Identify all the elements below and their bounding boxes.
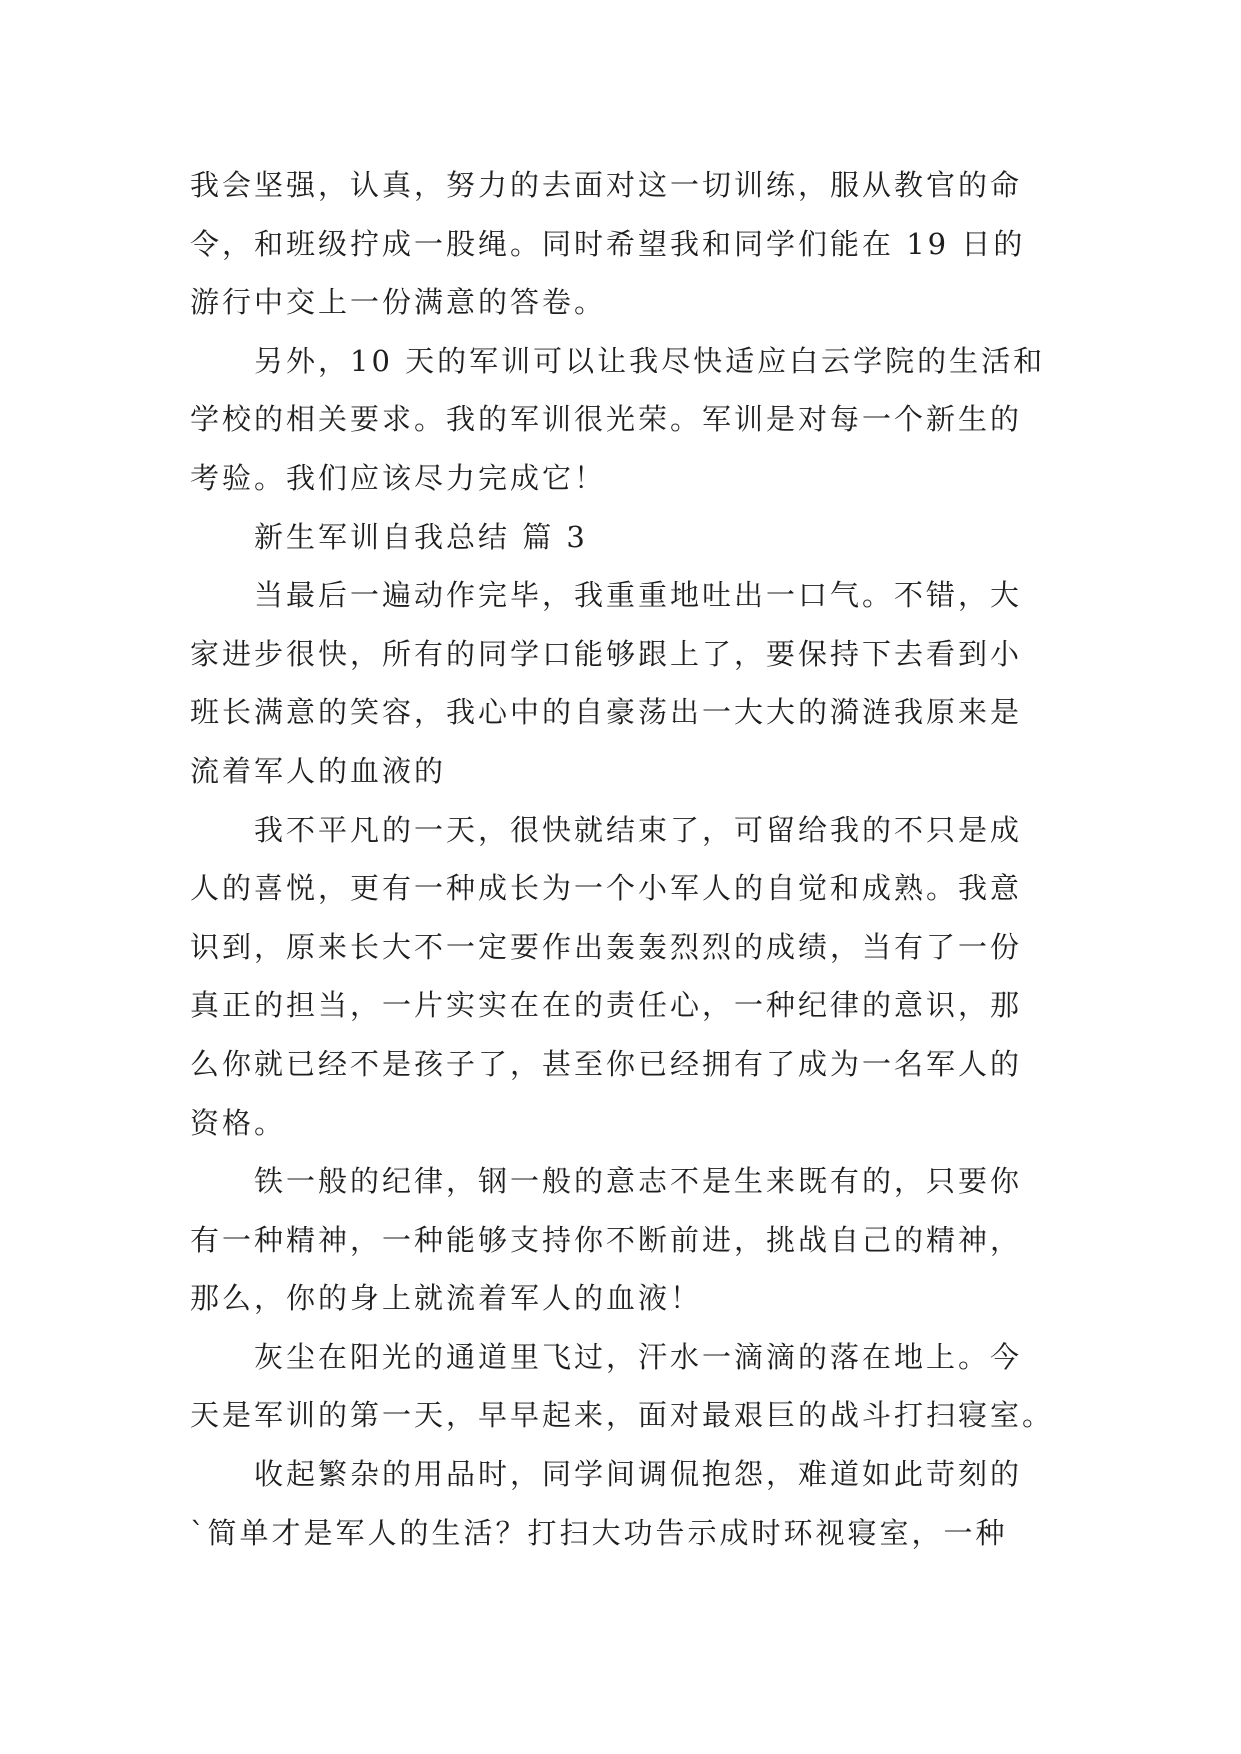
text-line: 铁一般的纪律，钢一般的意志不是生来既有的，只要你 [254, 1164, 1023, 1199]
text-line: 家进步很快，所有的同学口能够跟上了，要保持下去看到小 [190, 636, 1023, 671]
text-line: 人的喜悦，更有一种成长为一个小军人的自觉和成熟。我意 [190, 871, 1023, 906]
text-line: 另外，10 天的军训可以让我尽快适应白云学院的生活和 [254, 343, 1046, 378]
text-line: 班长满意的笑容，我心中的自豪荡出一大大的漪涟我原来是 [190, 695, 1023, 730]
text-line: 收起繁杂的用品时，同学间调侃抱怨，难道如此苛刻的 [254, 1457, 1023, 1492]
text-line: 我不平凡的一天，很快就结束了，可留给我的不只是成 [254, 812, 1023, 847]
text-line: 资格。 [190, 1105, 287, 1140]
section-heading: 新生军训自我总结 篇 3 [254, 519, 588, 554]
text-line: 灰尘在阳光的通道里飞过，汗水一滴滴的落在地上。今 [254, 1339, 1023, 1374]
text-line: 考验。我们应该尽力完成它！ [190, 460, 607, 495]
text-line: 学校的相关要求。我的军训很光荣。军训是对每一个新生的 [190, 402, 1023, 437]
text-line: 那么，你的身上就流着军人的血液！ [190, 1281, 703, 1316]
text-line: `简单才是军人的生活？打扫大功告示成时环视寝室，一种 [190, 1515, 1008, 1550]
text-line: 识到，原来长大不一定要作出轰轰烈烈的成绩，当有了一份 [190, 929, 1023, 964]
text-line: 令，和班级拧成一股绳。同时希望我和同学们能在 19 日的 [190, 226, 1026, 261]
text-line: 有一种精神，一种能够支持你不断前进，挑战自己的精神， [190, 1222, 1023, 1257]
text-line: 当最后一遍动作完毕，我重重地吐出一口气。不错，大 [254, 578, 1023, 613]
text-line: 真正的担当，一片实实在在的责任心，一种纪律的意识，那 [190, 988, 1023, 1023]
text-line: 流着军人的血液的 [190, 753, 447, 788]
text-line: 么你就已经不是孩子了，甚至你已经拥有了成为一名军人的 [190, 1046, 1023, 1081]
text-line: 我会坚强，认真，努力的去面对这一切训练，服从教官的命 [190, 168, 1023, 202]
text-line: 天是军训的第一天，早早起来，面对最艰巨的战斗打扫寝室。 [190, 1398, 1055, 1433]
document-body [190, 156, 1055, 1562]
text-line: 游行中交上一份满意的答卷。 [190, 285, 607, 320]
